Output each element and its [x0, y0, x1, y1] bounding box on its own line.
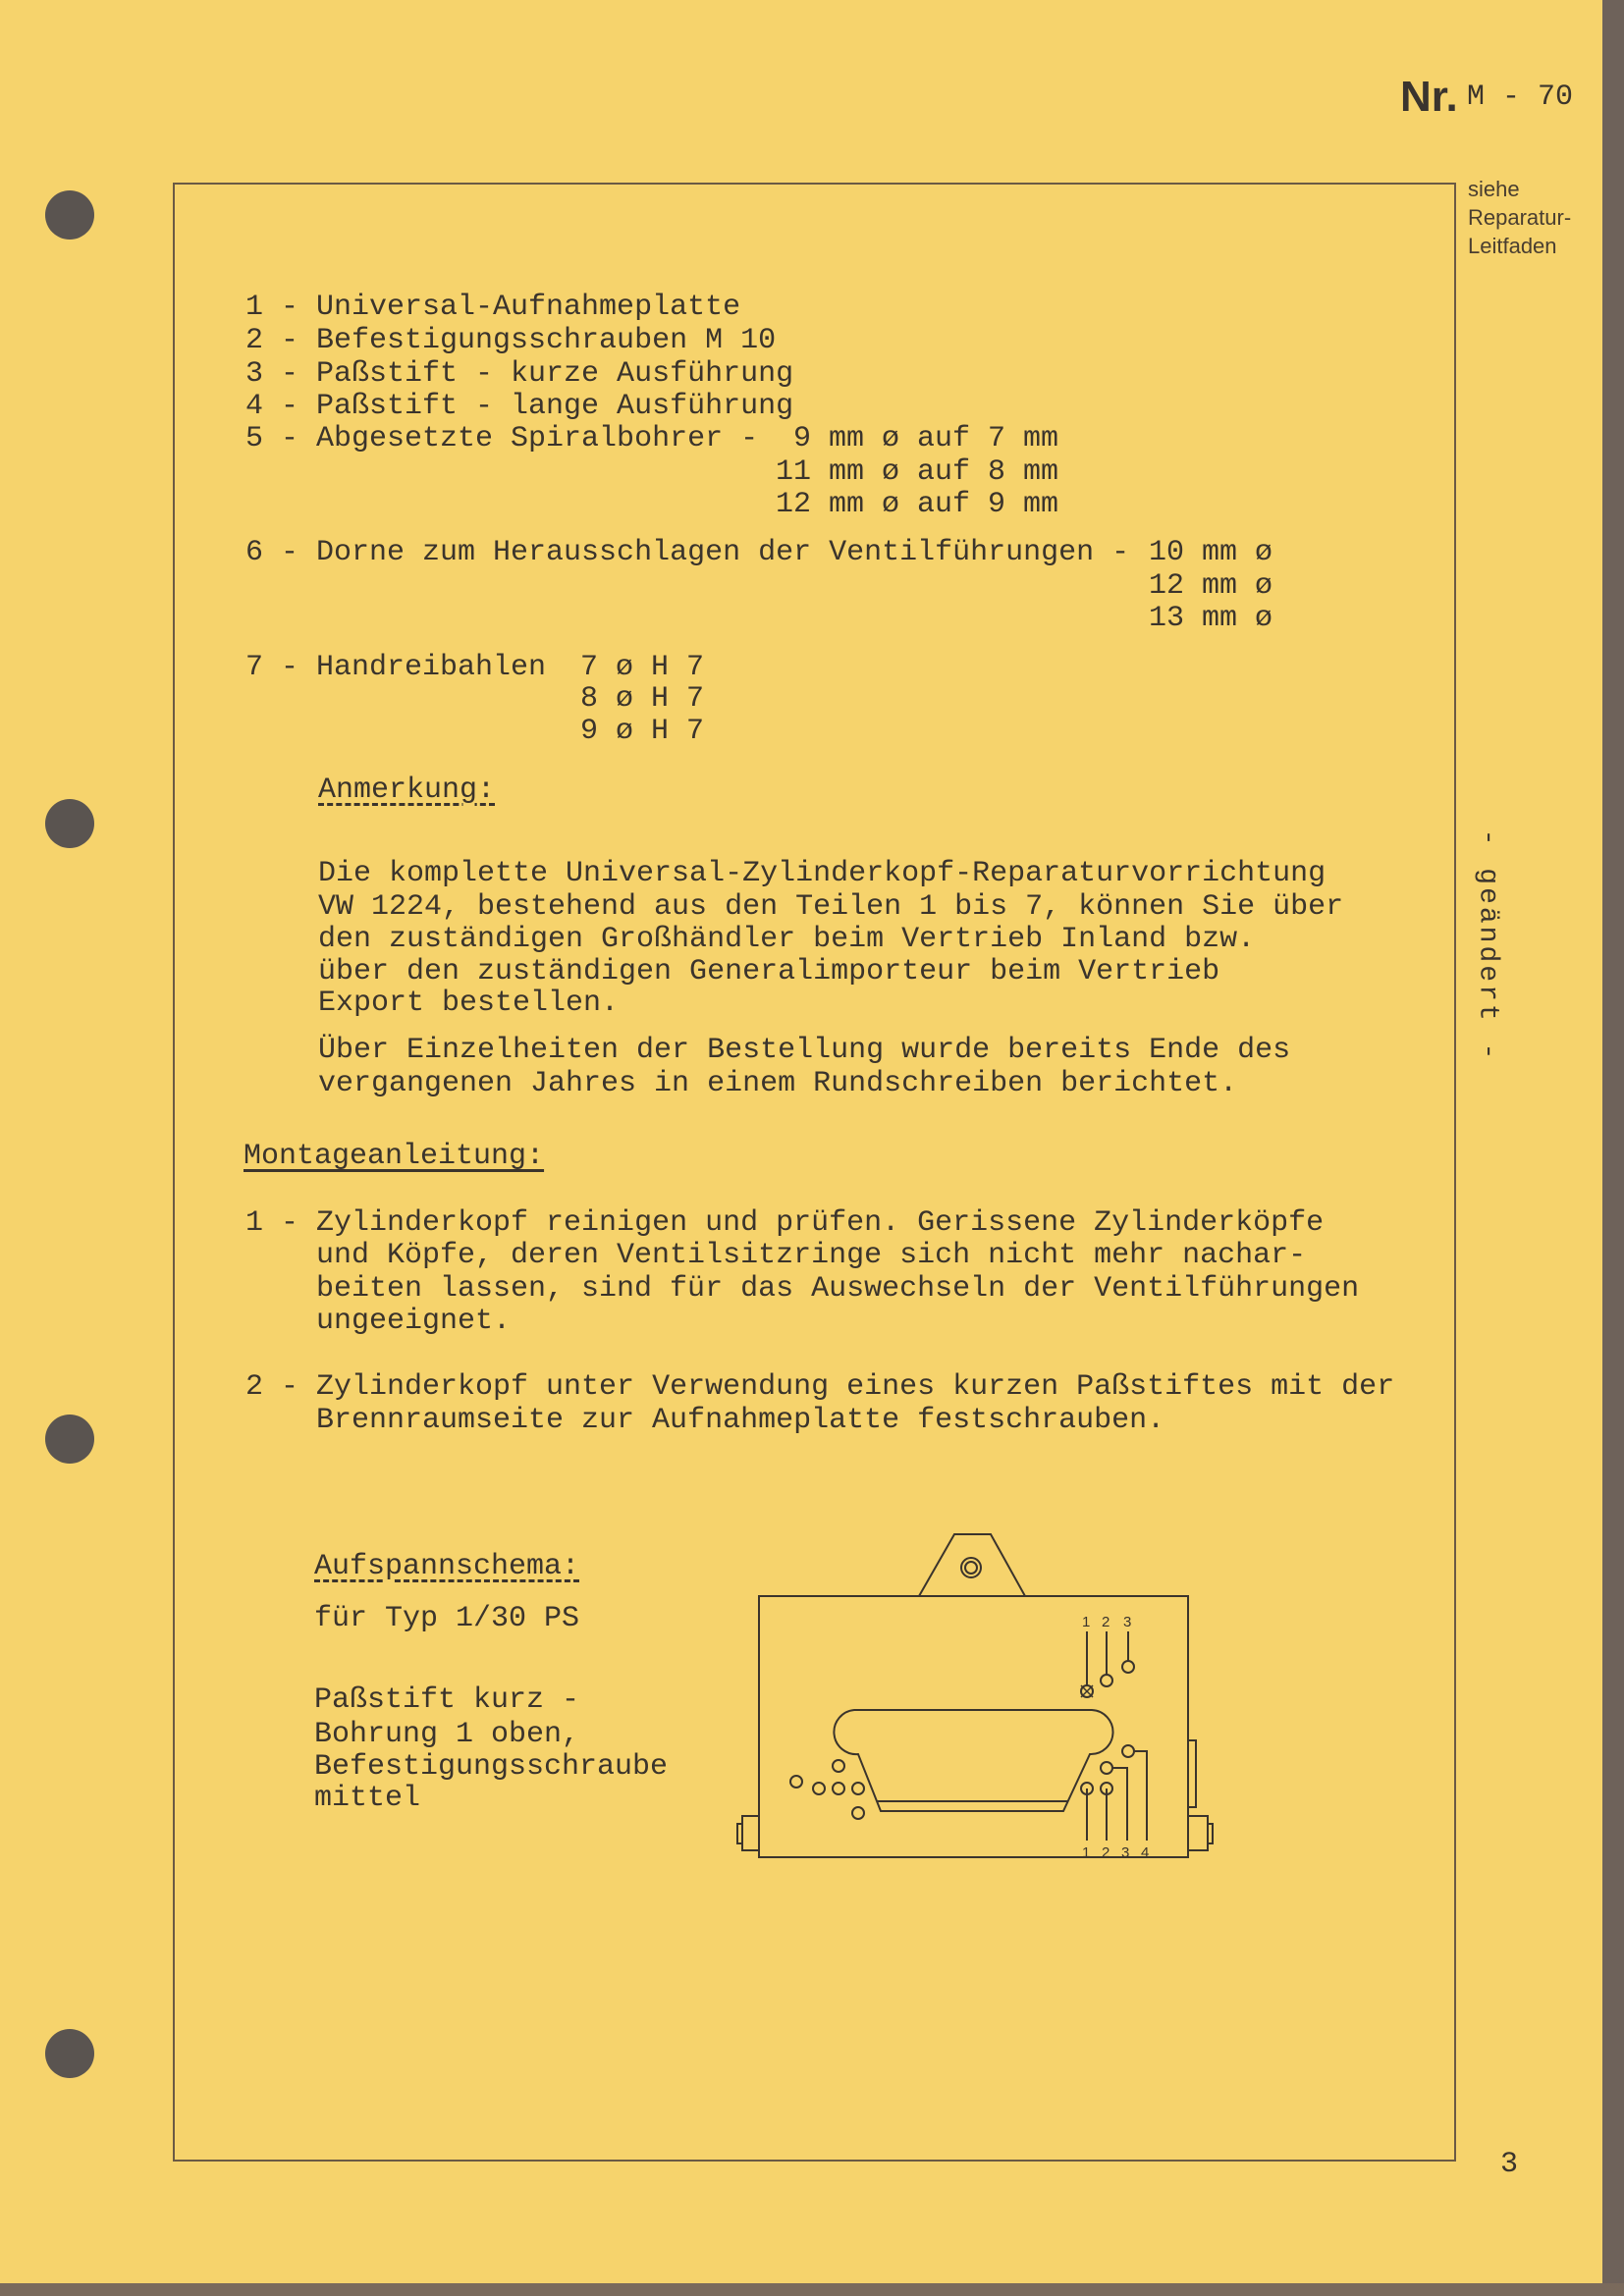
- changed-side-note: - geändert -: [1472, 828, 1503, 1063]
- bore-label: 3: [1121, 1844, 1130, 1861]
- step-line: beiten lassen, sind für das Auswechseln der Ventilführungen: [316, 1272, 1360, 1306]
- part-item: 4 - Paßstift - lange Ausführung: [245, 390, 794, 423]
- part-item: 7 - Handreibahlen: [245, 651, 547, 684]
- right-bracket: [1188, 1740, 1196, 1807]
- bore-label: 2: [1102, 1844, 1110, 1861]
- step-line: Brennraumseite zur Aufnahmeplatte festschrauben.: [316, 1404, 1165, 1437]
- bore-label: 3: [1123, 1614, 1132, 1630]
- left-nub: [742, 1816, 759, 1850]
- note-line: Die komplette Universal-Zylinderkopf-Reparaturvorrichtung: [318, 857, 1326, 890]
- schema-heading: Aufspannschema:: [314, 1550, 580, 1583]
- part-size: 12 mm ø: [1149, 569, 1273, 603]
- page-number: 3: [1500, 2148, 1519, 2181]
- assembly-heading: Montageanleitung:: [244, 1140, 545, 1173]
- part-size: 9 mm ø auf 7 mm: [793, 422, 1059, 455]
- part-size: 10 mm ø: [1149, 536, 1273, 569]
- part-item: 6 - Dorne zum Herausschlagen der Ventilführungen -: [245, 536, 1130, 569]
- punch-hole: [45, 190, 94, 240]
- step-line: 1 - Zylinderkopf reinigen und prüfen. Gerissene Zylinderköpfe: [245, 1206, 1325, 1240]
- doc-number-value: M - 70: [1467, 80, 1574, 114]
- note-heading: Anmerkung:: [318, 774, 496, 807]
- schema-desc: Bohrung 1 oben,: [314, 1718, 580, 1751]
- step-line: ungeeignet.: [316, 1305, 512, 1338]
- note-line: vergangenen Jahres in einem Rundschreiben berichtet.: [318, 1067, 1238, 1100]
- page-edge-shadow: [1602, 0, 1624, 2296]
- part-item: 3 - Paßstift - kurze Ausführung: [245, 357, 794, 391]
- part-size: 12 mm ø auf 9 mm: [776, 488, 1059, 521]
- part-size: 13 mm ø: [1149, 602, 1273, 635]
- left-nub-cap: [737, 1824, 742, 1843]
- part-size: 11 mm ø auf 8 mm: [776, 455, 1059, 489]
- mounting-tab: [919, 1534, 1025, 1596]
- note-line: Export bestellen.: [318, 987, 620, 1020]
- punch-hole: [45, 799, 94, 848]
- note-line: den zuständigen Großhändler beim Vertrieb Inland bzw.: [318, 923, 1256, 956]
- margin-note: [1468, 175, 1571, 260]
- part-item: 1 - Universal-Aufnahmeplatte: [245, 291, 741, 324]
- schema-desc: Befestigungsschraube: [314, 1750, 669, 1784]
- bore-label: 1: [1082, 1844, 1091, 1861]
- part-size: 7 ø H 7: [580, 651, 705, 684]
- part-size: 9 ø H 7: [580, 715, 705, 748]
- clamping-diagram: [736, 1512, 1326, 1885]
- step-line: und Köpfe, deren Ventilsitzringe sich nicht mehr nachar-: [316, 1239, 1307, 1272]
- right-nub-cap: [1208, 1824, 1213, 1843]
- right-nub: [1188, 1816, 1208, 1850]
- part-size: 8 ø H 7: [580, 682, 705, 716]
- bore-label: 4: [1141, 1844, 1150, 1861]
- margin-note-line: siehe: [1468, 177, 1520, 201]
- schema-desc: Paßstift kurz -: [314, 1683, 580, 1717]
- schema-type: für Typ 1/30 PS: [314, 1602, 580, 1635]
- note-line: Über Einzelheiten der Bestellung wurde bereits Ende des: [318, 1034, 1291, 1067]
- margin-note-line: Reparatur-: [1468, 205, 1572, 230]
- step-line: 2 - Zylinderkopf unter Verwendung eines kurzen Paßstiftes mit der: [245, 1370, 1395, 1404]
- punch-hole: [45, 1415, 94, 1464]
- note-line: über den zuständigen Generalimporteur beim Vertrieb: [318, 955, 1220, 988]
- schema-desc: mittel: [314, 1782, 421, 1815]
- note-line: VW 1224, bestehend aus den Teilen 1 bis 7, können Sie über: [318, 890, 1344, 924]
- mounting-plate: [759, 1596, 1188, 1857]
- margin-note-line: Leitfaden: [1468, 234, 1557, 258]
- doc-number-label: Nr.: [1400, 73, 1458, 121]
- part-item: 2 - Befestigungsschrauben M 10: [245, 324, 777, 357]
- bore-label: 1: [1082, 1614, 1091, 1630]
- page-edge-shadow-bottom: [0, 2283, 1624, 2296]
- punch-hole: [45, 2029, 94, 2078]
- part-item: 5 - Abgesetzte Spiralbohrer -: [245, 422, 759, 455]
- tab-hole-inner: [965, 1562, 977, 1574]
- bore-label: 2: [1102, 1614, 1110, 1630]
